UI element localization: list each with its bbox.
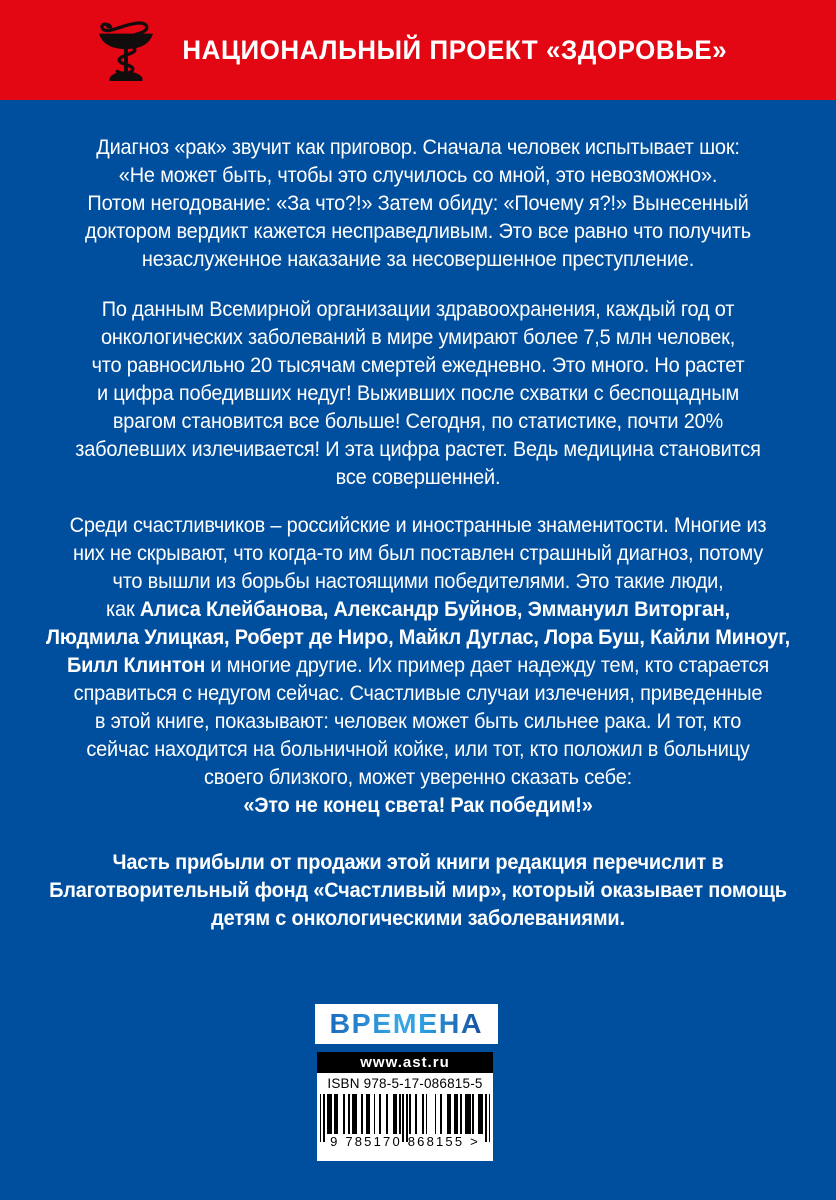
text-line: в этой книге, показывают: человек может быть сильнее рака. И тот, кто <box>94 710 742 733</box>
publisher-logo-text: ВРЕМЕНА <box>329 1008 484 1039</box>
text-line: «Не может быть, чтобы это случилось со мной, это невозможно». <box>118 164 718 187</box>
text-line: доктором вердикт кажется несправедливым. Это все равно что получить <box>85 220 751 243</box>
isbn-number: ISBN 978-5-17-086815-5 <box>327 1076 483 1091</box>
text-line: своего близкого, может уверенно сказать себе: <box>204 766 632 789</box>
paragraph-celebrities <box>0 512 836 820</box>
text-line: Потом негодование: «За что?!» Затем обиду: «Почему я?!» Вынесенный <box>87 192 749 215</box>
text-line: как Алиса Клейбанова, Александр Буйнов, Эммануил Виторган, <box>106 598 730 621</box>
publisher-logo-box <box>315 1004 498 1044</box>
text-line: все совершенней. <box>335 466 501 489</box>
text-line: Диагноз «рак» звучит как приговор. Сначала человек испытывает шок: <box>96 136 740 159</box>
barcode-digits: 9 785170 868155 > <box>330 1134 480 1149</box>
text-line: Благотворительный фонд «Счастливый мир», который оказывает помощь <box>49 879 787 902</box>
banner <box>0 0 836 100</box>
text-line: Людмила Улицкая, Роберт де Ниро, Майкл Дуглас, Лора Буш, Кайли Миноуг, <box>46 626 790 649</box>
banner-title: НАЦИОНАЛЬНЫЙ ПРОЕКТ «ЗДОРОВЬЕ» <box>182 34 728 65</box>
paragraph-charity-note <box>0 849 836 933</box>
text-line: Билл Клинтон и многие другие. Их пример дает надежду тем, кто старается <box>66 654 770 677</box>
text-line: «Это не конец света! Рак победим!» <box>243 794 593 817</box>
text-line: онкологических заболеваний в мире умирают более 7,5 млн человек, <box>100 326 736 349</box>
text-line: что вышли из борьбы настоящими победителями. Это такие люди, <box>112 570 724 593</box>
paragraph-diagnosis <box>0 134 836 274</box>
publisher-website-strip: www.ast.ru <box>317 1052 493 1073</box>
text-line: что равносильно 20 тысячам смертей ежедневно. Это много. Но растет <box>91 354 745 377</box>
text-line: Среди счастливчиков – российские и иностранные знаменитости. Многие из <box>69 514 767 537</box>
text-line: и цифра победивших недуг! Выживших после схватки с беспощадным <box>96 382 740 405</box>
text-line: незаслуженное наказание за несовершенное преступление. <box>141 248 695 271</box>
text-line: Часть прибыли от продажи этой книги редакция перечислит в <box>112 851 724 874</box>
text-line: справиться с недугом сейчас. Счастливые случаи излечения, приведенные <box>73 682 763 705</box>
text-line: По данным Всемирной организации здравоохранения, каждый год от <box>101 298 735 321</box>
bowl-of-hygieia-icon <box>97 18 155 84</box>
text-line: сейчас находится на больничной койке, или тот, кто положил в больницу <box>86 738 750 761</box>
paragraph-who-statistics <box>0 296 836 492</box>
text-line: заболевших излечивается! И эта цифра растет. Ведь медицина становится <box>75 438 761 461</box>
isbn-block <box>317 1073 493 1161</box>
text-line: врагом становится все больше! Сегодня, по статистике, почти 20% <box>112 410 724 433</box>
text-line: них не скрывают, что когда-то им был поставлен страшный диагноз, потому <box>73 542 763 565</box>
text-line: детям с онкологическими заболеваниями. <box>211 907 625 930</box>
